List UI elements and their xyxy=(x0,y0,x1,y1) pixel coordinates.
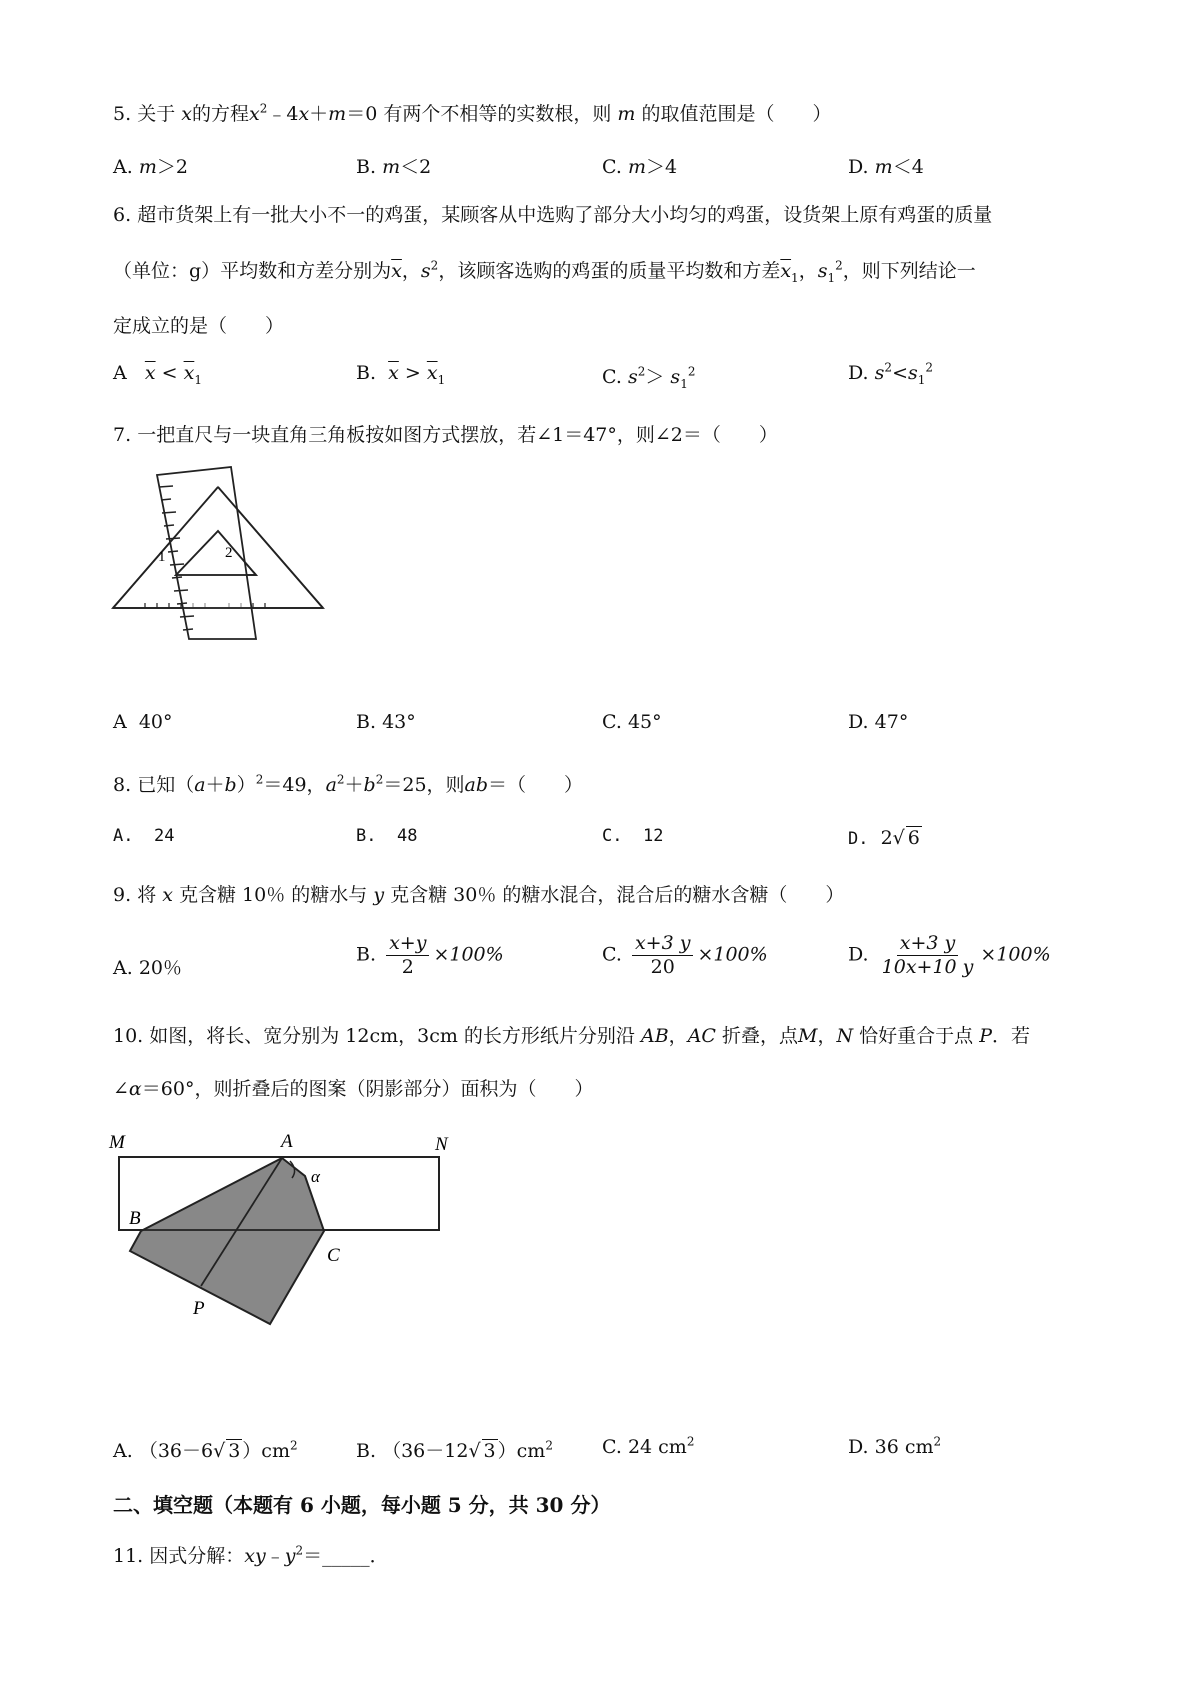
q6-stem-line3: 定成立的是（ ） xyxy=(113,315,285,337)
q8-option-d: D. 2√ 6 xyxy=(848,827,920,849)
q10-folding-figure xyxy=(105,1118,465,1348)
q10-option-d: D. 36 $cm^2$ xyxy=(848,1434,942,1458)
q11-stem: 11. 因式分解：$xy﹣y^2=\_\_\_\_\_$． xyxy=(113,1543,389,1567)
q7-angle-1-label: 1 xyxy=(158,549,166,565)
q6-option-d: D. $s^2<s_1^2$ xyxy=(848,360,934,387)
q5-option-c: C. m＞4 xyxy=(602,156,678,178)
q8-option-a: A. 24 xyxy=(113,826,175,846)
q10-label-p: P xyxy=(193,1298,205,1319)
q5-option-d: D. m＜4 xyxy=(848,156,924,178)
q6-option-b: B. $\overline{x} > \overline{x}_1$ xyxy=(356,362,446,387)
q7-option-a: A 40° xyxy=(113,711,173,733)
q5-option-a: A. m＞2 xyxy=(113,156,188,178)
q8-number: 8. xyxy=(113,774,132,796)
q5-option-b: B. m＜2 xyxy=(356,156,432,178)
q10-label-b: B xyxy=(129,1208,141,1229)
q9-option-d: D. $\frac{x+3 y}{10x+10 y}$ ×100% xyxy=(848,932,1051,978)
q7-ruler-triangle-figure xyxy=(105,462,330,640)
q6-stem-line1: 6. 超市货架上有一批大小不一的鸡蛋，某顾客从中选购了部分大小均匀的鸡蛋，设货架上原有鸡蛋的质量 xyxy=(113,204,993,226)
q10-option-a: A. （36－6√ 3 ）$cm^2$ xyxy=(113,1438,298,1462)
q5-stem: 5. 关于 x的方程$x^2﹣4x+m=0$ 有两个不相等的实数根，则 m 的取值范围是（ ） xyxy=(113,101,832,125)
q7-option-c: C. 45° xyxy=(602,711,662,733)
q10-option-c: C. 24 $cm^2$ xyxy=(602,1434,695,1458)
q9-option-a: A. 20％ xyxy=(113,957,182,979)
q6-option-c: C. $s^2> s_1^2$ xyxy=(602,364,696,391)
q7-option-d: D. 47° xyxy=(848,711,909,733)
q10-number: 10. xyxy=(113,1025,144,1047)
q7-ruler xyxy=(157,467,256,639)
q9-option-b: B. $\frac{x+y}{2}$ ×100% xyxy=(356,932,504,978)
q10-label-a: A xyxy=(281,1131,293,1152)
q6-stem-line2: （单位：g）平均数和方差分别为$\overline{x}$，$s^2$，该顾客选购的鸡蛋的质量平均数和方差$\overline{x}_1$，$s_1^2$，则下列结论一 xyxy=(113,258,976,285)
q10-stem-line1: 10. 如图，将长、宽分别为 12cm，3cm 的长方形纸片分别沿 AB，AC 折叠，点M，N 恰好重合于点 P．若 xyxy=(113,1025,1031,1047)
q9-stem: 9. 将 x 克含糖 10％ 的糖水与 y 克含糖 30％ 的糖水混合，混合后的糖水含糖（ ） xyxy=(113,884,845,906)
q8-option-c: C. 12 xyxy=(602,826,664,846)
q11-number: 11. xyxy=(113,1545,144,1567)
q7-option-b: B. 43° xyxy=(356,711,416,733)
q10-label-m: M xyxy=(109,1132,125,1153)
q10-label-c: C xyxy=(327,1245,340,1266)
section-fill-in-heading: 二、填空题（本题有 6 小题，每小题 5 分，共 30 分） xyxy=(113,1493,611,1517)
q8-option-b: B. 48 xyxy=(356,826,418,846)
q8-stem: 8. 已知$(a+b)^2=49$，$a^2+b^2=25$，则ab＝（ ） xyxy=(113,772,584,796)
q10-label-alpha: α xyxy=(311,1167,320,1186)
q9-option-c: C. $\frac{x+3 y}{20}$ ×100% xyxy=(602,932,768,978)
q10-shaded-region xyxy=(130,1158,324,1324)
q7-angle-2-label: 2 xyxy=(225,545,233,561)
q6-number: 6. xyxy=(113,204,132,226)
q7-stem: 7. 一把直尺与一块直角三角板按如图方式摆放，若∠1＝47°，则∠2＝（ ） xyxy=(113,424,778,446)
q10-label-n: N xyxy=(435,1134,448,1155)
q10-option-b: B. （36－12√ 3 ）$cm^2$ xyxy=(356,1438,553,1462)
q9-number: 9. xyxy=(113,884,132,906)
q5-number: 5. xyxy=(113,103,132,125)
q6-option-a: A $\overline{x} < \overline{x}_1$ xyxy=(113,362,202,387)
q10-stem-line2: ∠α＝60°，则折叠后的图案（阴影部分）面积为（ ） xyxy=(113,1078,594,1100)
q7-number: 7. xyxy=(113,424,132,446)
